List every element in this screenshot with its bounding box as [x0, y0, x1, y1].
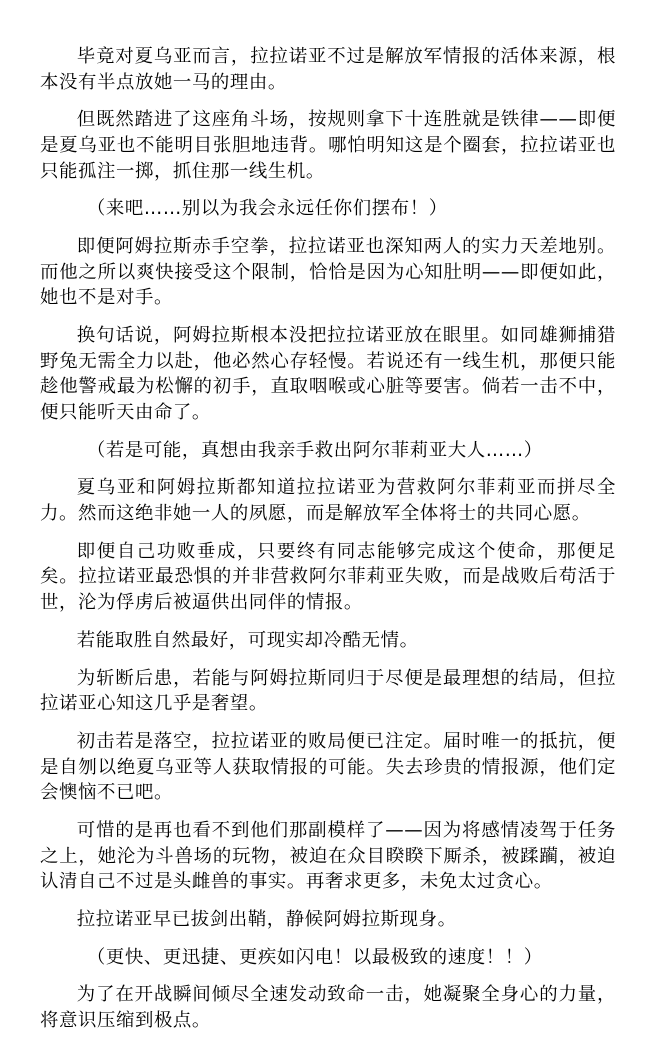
- paragraph: 拉拉诺亚早已拔剑出鞘，静候阿姆拉斯现身。: [76, 908, 457, 930]
- paragraph: 可惜的是再也看不到他们那副模样了——因为将感情凌驾于任务之上，她沦为斗兽场的玩物，被迫在众目睽睽下厮杀，被蹂躏，被迫认清自己不过是头雌兽的事实。再奢求更多，未免太过贪心。: [40, 819, 616, 893]
- inner-thought-paragraph: （更快、更迅捷、更疾如闪电！以最极致的速度！！）: [86, 946, 543, 968]
- paragraph: 即便阿姆拉斯赤手空拳，拉拉诺亚也深知两人的实力天差地别。而他之所以爽快接受这个限制，恰恰是因为心知肚明——即便如此，她也不是对手。: [40, 236, 616, 309]
- paragraph: 但既然踏进了这座角斗场，按规则拿下十连胜就是铁律——即便是夏乌亚也不能明目张胆地违背。哪怕明知这是个圈套，拉拉诺亚也只能孤注一掷，抓住那一线生机。: [40, 109, 616, 182]
- inner-thought-paragraph: （若是可能，真想由我亲手救出阿尔菲莉亚大人……）: [86, 439, 543, 461]
- paragraph: 即便自己功败垂成，只要终有同志能够完成这个使命，那便足矣。拉拉诺亚最恐惧的并非营救阿尔菲莉亚失败，而是战败后苟活于世，沦为俘虏后被逼供出同伴的情报。: [40, 540, 616, 613]
- paragraph: 换句话说，阿姆拉斯根本没把拉拉诺亚放在眼里。如同雄狮捕猎野兔无需全力以赴，他必然心存轻慢。若说还有一线生机，那便只能趁他警戒最为松懈的初手，直取咽喉或心脏等要害。倘若一击不中，便只能听天由命了。: [40, 325, 616, 423]
- paragraph: 若能取胜自然最好，可现实却冷酷无情。: [76, 629, 419, 651]
- document-page: [40, 44, 616, 1046]
- paragraph: 夏乌亚和阿姆拉斯都知道拉拉诺亚为营救阿尔菲莉亚而拼尽全力。然而这绝非她一人的夙愿，而是解放军全体将士的共同心愿。: [40, 477, 616, 525]
- inner-thought-paragraph: （来吧……别以为我会永远任你们摆布！）: [86, 198, 448, 220]
- paragraph: 为斩断后患，若能与阿姆拉斯同归于尽便是最理想的结局，但拉拉诺亚心知这几乎是奢望。: [40, 667, 616, 715]
- paragraph: 毕竟对夏乌亚而言，拉拉诺亚不过是解放军情报的活体来源，根本没有半点放她一马的理由。: [40, 46, 616, 93]
- paragraph: 初击若是落空，拉拉诺亚的败局便已注定。届时唯一的抵抗，便是自刎以绝夏乌亚等人获取情报的可能。失去珍贵的情报源，他们定会懊恼不已吧。: [40, 730, 616, 804]
- paragraph: 为了在开战瞬间倾尽全速发动致命一击，她凝聚全身心的力量，将意识压缩到极点。: [40, 984, 616, 1032]
